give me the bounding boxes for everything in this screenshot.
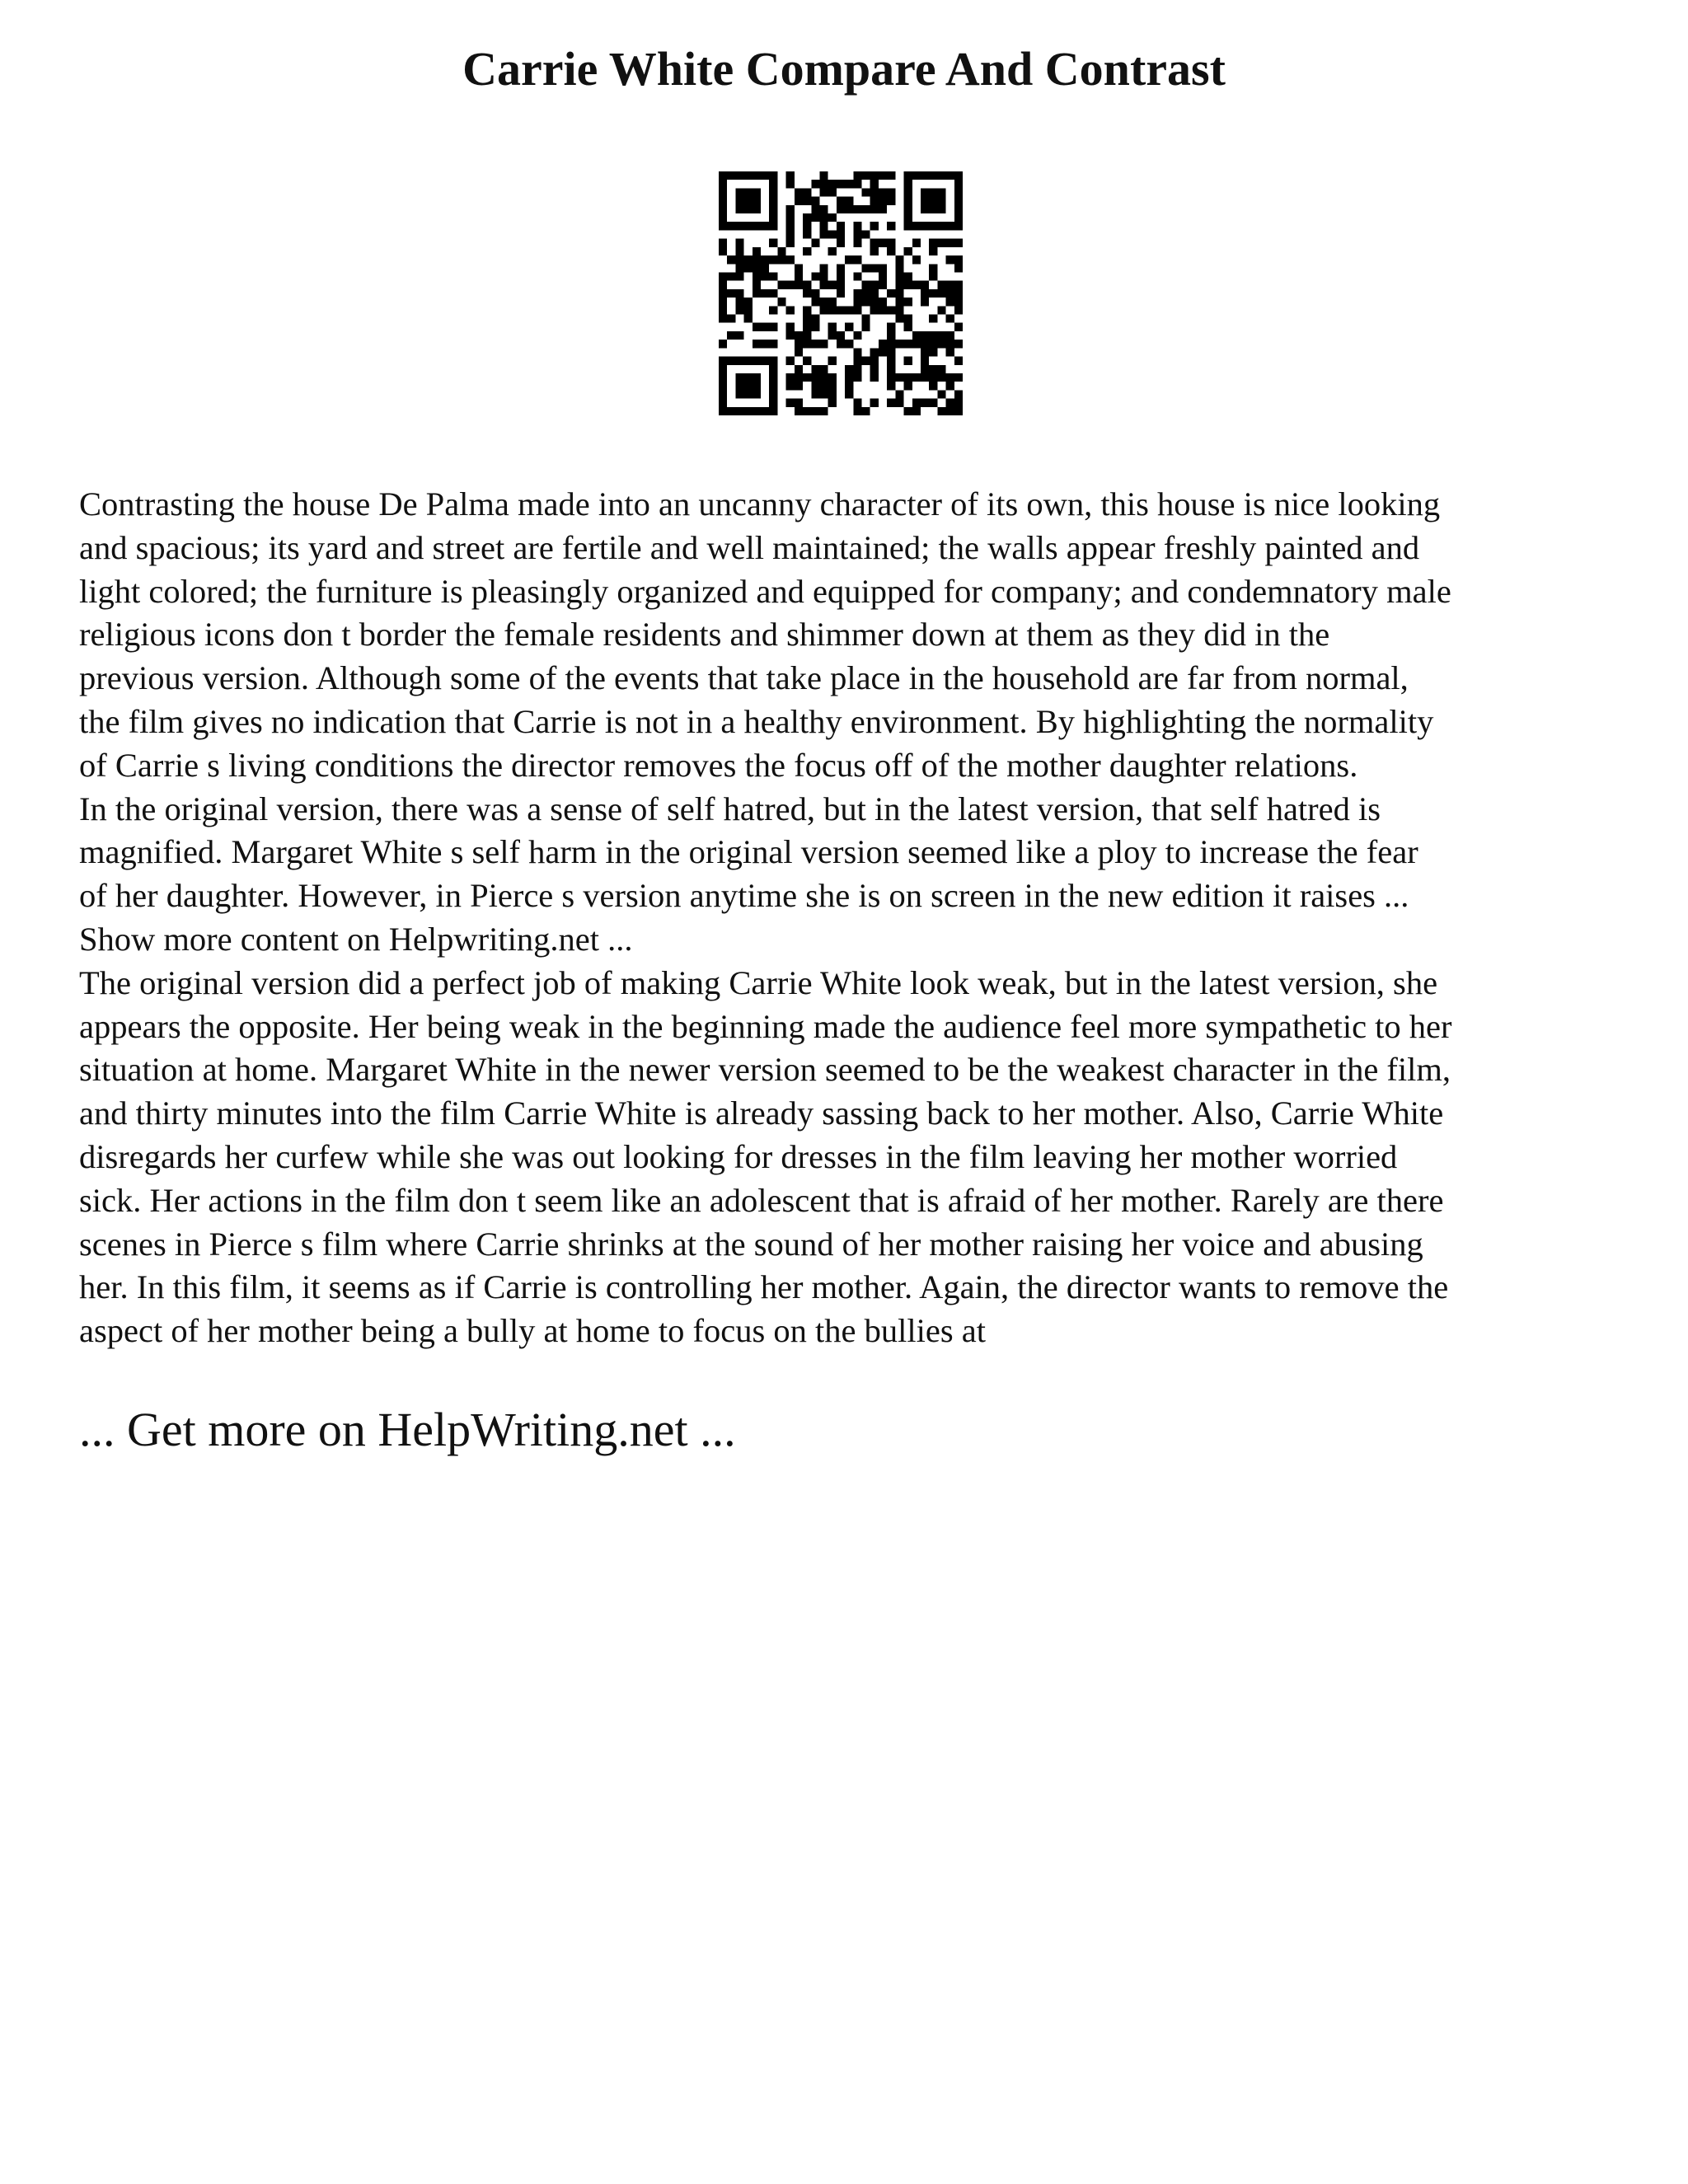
paragraph-1: Contrasting the house De Palma made into an uncanny character of its own, this house is nice looking and spacious; its yard and street are fertile and well maintained; the walls appear freshly painted and light colored; the furniture is pleasingly organized and equipped for company; and condemnatory male religious icons don t border the female residents and shimmer down at them as they did in the previous version. Although some of the events that take place in the household are far from normal, the film gives no indication that Carrie is not in a healthy environment. By highlighting the normality of Carrie s living conditions the director removes the focus off of the mother daughter relations. (79, 485, 1451, 784)
document-body (79, 483, 1620, 1353)
qr-code-icon (719, 171, 963, 415)
document-title: Carrie White Compare And Contrast (462, 42, 1226, 96)
show-more-link[interactable]: Show more content on Helpwriting.net ... (79, 920, 633, 958)
paragraph-3: The original version did a perfect job of making Carrie White look weak, but in the latest version, she appears the opposite. Her being weak in the beginning made the audience feel more sympathetic to her situation at home. Margaret White in the newer version seemed to be the weakest character in the film, and thirty minutes into the film Carrie White is already sassing back to her mother. Also, Carrie White disregards her curfew while she was out looking for dresses in the film leaving her mother worried sick. Her actions in the film don t seem like an adolescent that is afraid of her mother. Rarely are there scenes in Pierce s film where Carrie shrinks at the sound of her mother raising her voice and abusing her. In this film, it seems as if Carrie is controlling her mother. Again, the director wants to remove the aspect of her mother being a bully at home to focus on the bullies at (79, 963, 1452, 1350)
get-more-link[interactable]: ... Get more on HelpWriting.net ... (79, 1403, 736, 1456)
paragraph-2: In the original version, there was a sense of self hatred, but in the latest version, that self hatred is magnified. Margaret White s self harm in the original version seemed like a ploy to increase the fear of her daughter. However, in Pierce s version anytime she is on screen in the new edition it raises ... (79, 790, 1418, 915)
